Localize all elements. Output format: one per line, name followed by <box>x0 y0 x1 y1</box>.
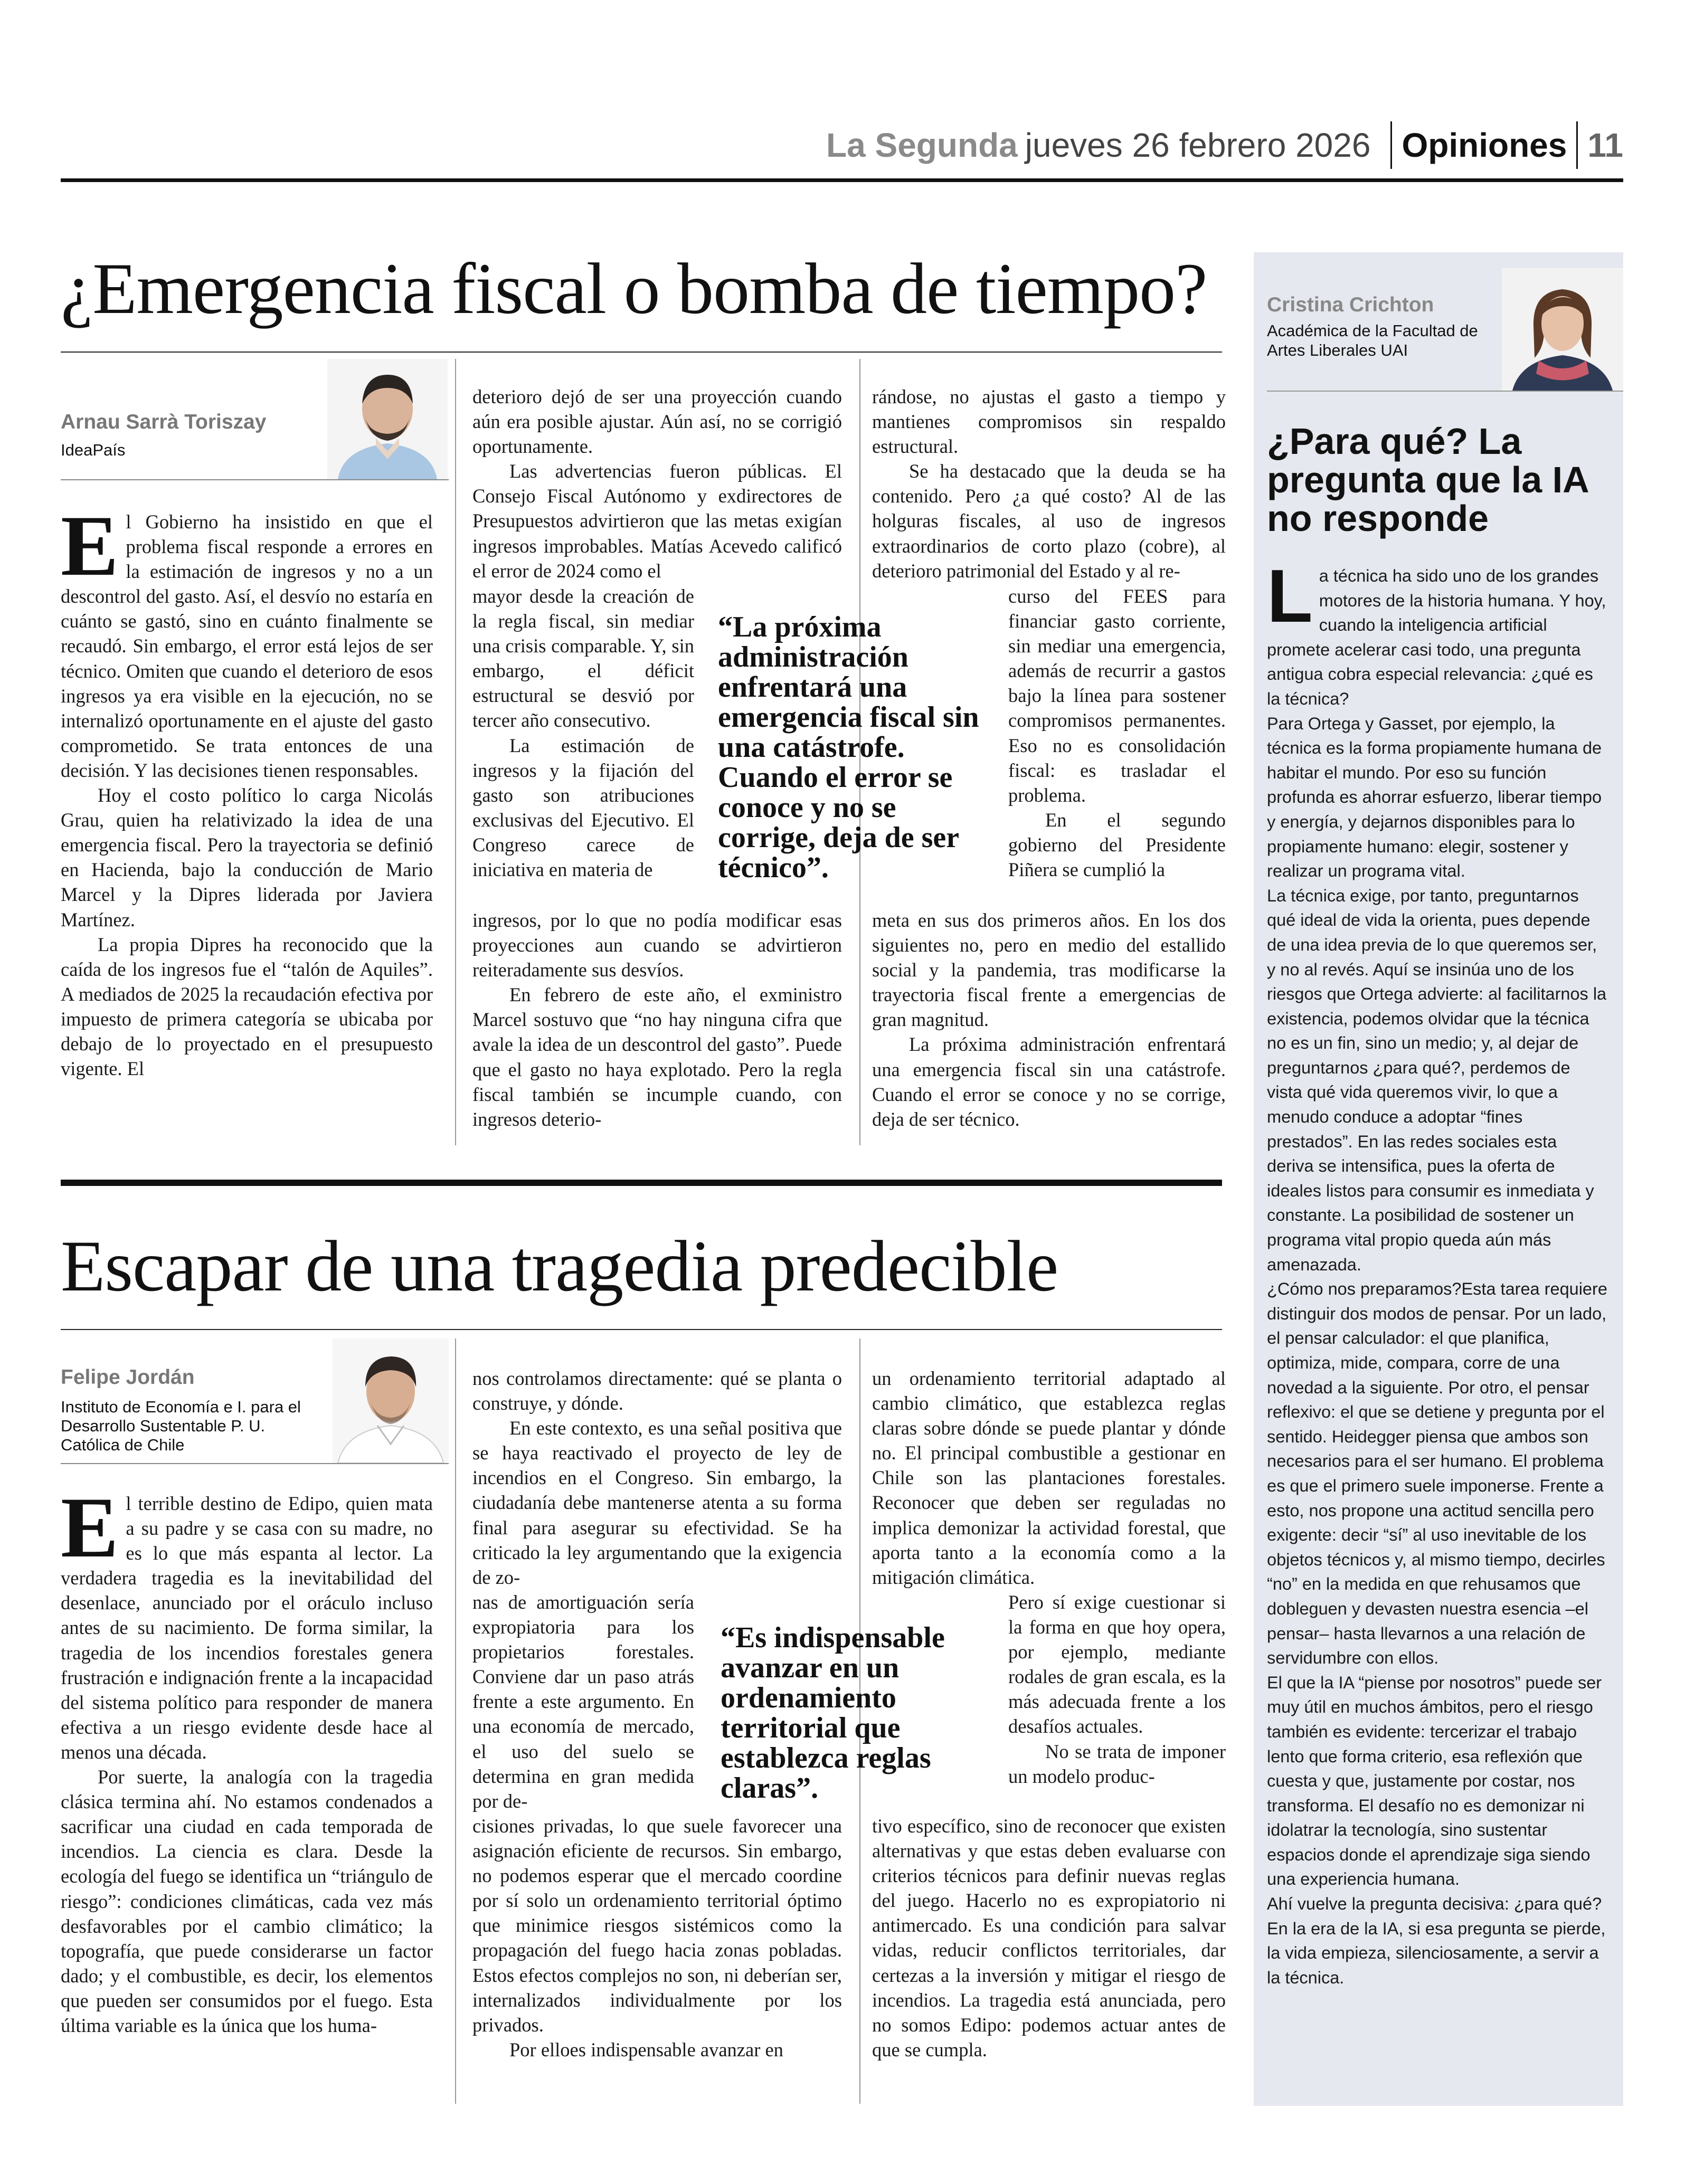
sidebar-headline: ¿Para qué? La pregunta que la IA no responde <box>1267 421 1588 539</box>
article2-column-2-wrap <box>472 1590 694 1813</box>
article1-pull-quote: “La próxima administración enfrentará una emergencia fiscal sin una catástrofe. Cuando el error se conoce y no se corrige, deja de ser técnico”. <box>718 611 979 884</box>
sidebar-body <box>1267 554 1607 1990</box>
article1-column-2-wrap <box>472 584 694 882</box>
issue-date: jueves 26 febrero 2026 <box>1025 126 1371 164</box>
paragraph: El Gobierno ha insistido en que el problema fiscal responde a errores en la estimación de ingresos y no a un descontrol del gasto. Así, el desvío no estaría en cuánto se gastó, sino en cuánto finalmente se recaudó. Sin embargo, el error está lejos de ser técnico. Omiten que cuando el deterioro de esos ingresos ya era visible en la ejecución, no se internalizó oportunamente en el ajuste del gasto comprometido. Se trata entonces de una decisión. Y las decisiones tienen responsables. <box>61 498 433 781</box>
paragraph: Ahí vuelve la pregunta decisiva: ¿para qué? En la era de la IA, si esa pregunta se pierde, la vida empieza, silenciosamente, a servir a la técnica. <box>1267 1894 1606 1987</box>
article2-author: Felipe Jordán <box>61 1366 195 1389</box>
article2-rule <box>61 1329 1222 1330</box>
article1-column-3-top <box>872 384 1226 583</box>
paragraph: En este contexto, es una señal positiva que se haya reactivado el proyecto de ley de incendios en el Congreso. Sin embargo, la ciudadanía debe mantenerse atenta a su forma final para asegurar su efectividad. Se ha criticado la ley argumentando que la exigencia de zo- <box>472 1417 842 1588</box>
paper-name: La Segunda <box>826 126 1018 164</box>
paragraph: rándose, no ajustas el gasto a tiempo y mantienes compromisos sin respaldo estructural. <box>872 386 1226 458</box>
sidebar-byline-rule <box>1267 391 1623 392</box>
paragraph: un ordenamiento territorial adaptado al cambio climático, que establezca reglas claras sobre dónde se puede plantar y dónde no. El principal combustible a gestionar en Chile son las plantaciones forestales. Reconocer que deben ser reguladas no implica demonizar la actividad forestal, que aporta tanto a la economía como a la mitigación climática. <box>872 1368 1226 1588</box>
column-divider <box>455 1338 456 2104</box>
paragraph: Pero sí exige cuestionar si la forma en que hoy opera, por ejemplo, mediante rodales de gran escala, es la más adecuada frente a los desafíos actuales. <box>1008 1591 1226 1737</box>
paragraph: ingresos, por lo que no podía modificar esas proyecciones aun cuando se advirtieron reiteradamente sus desvíos. <box>472 909 842 981</box>
paragraph: Hoy el costo político lo carga Nicolás Grau, quien ha relativizado la idea de una emergencia fiscal. Pero la trayectoria se definió en Hacienda, bajo la conducción de Mario Marcel y la Dipres liderada por Javiera Martínez. <box>61 784 433 930</box>
paragraph: La próxima administración enfrentará una emergencia fiscal sin una catástrofe. Cuando el error se conoce y no se corrige, deja de ser técnico. <box>872 1033 1226 1130</box>
article1-affiliation: IdeaPaís <box>61 441 126 459</box>
sidebar-author: Cristina Crichton <box>1267 293 1434 316</box>
paragraph: Para Ortega y Gasset, por ejemplo, la técnica es la forma propiamente humana de habitar el mundo. Por eso su función profunda es ahorrar esfuerzo, liberar tiempo y energía, y dejarnos disponibles para lo propiamente humano: elegir, sostener y realizar un programa vital. <box>1267 714 1602 881</box>
article2-column-2-top <box>472 1366 842 1590</box>
paragraph: nos controlamos directamente: qué se planta o construye, y dónde. <box>472 1368 842 1414</box>
masthead-separator <box>1576 121 1578 169</box>
sidebar-author-photo <box>1502 268 1623 391</box>
section-name: Opiniones <box>1402 126 1567 164</box>
paragraph: La estimación de ingresos y la fijación del gasto son atribuciones exclusivas del Ejecutivo. El Congreso carece de iniciativa en materia de <box>472 734 694 881</box>
paragraph: El que la IA “piense por nosotros” puede ser muy útil en muchos ámbitos, pero el riesgo también es evidente: tercerizar el trabajo lento que forma criterio, esa reflexión que cuesta y que, justamente por costar, nos transforma. El desafío no es demonizar ni idolatrar la tecnología, sino sustentar espacios donde el aprendizaje siga siendo una experiencia humana. <box>1267 1673 1602 1889</box>
article1-byline-rule <box>61 479 449 480</box>
article2-author-photo <box>333 1338 449 1463</box>
paragraph: mayor desde la creación de la regla fiscal, sin mediar una crisis comparable. Y, sin embargo, el déficit estructural se desvió por tercer año consecutivo. <box>472 585 694 732</box>
article2-column-3-bottom <box>872 1813 1226 2062</box>
paragraph: Por elloes indispensable avanzar en <box>509 2038 783 2060</box>
sidebar-affiliation: Académica de la Facultad de Artes Liberales UAI <box>1267 321 1478 359</box>
article2-column-1 <box>61 1480 433 2038</box>
article1-rule <box>61 352 1222 353</box>
paragraph: nas de amortiguación sería expropiatoria para los propietarios forestales. Conviene dar un paso atrás frente a este argumento. En una economía de mercado, el uso del suelo se determina en gran medida por de- <box>472 1591 694 1812</box>
paragraph: meta en sus dos primeros años. En los dos siguientes no, pero en medio del estallido social y la pandemia, tras modificarse la trayectoria fiscal frente a emergencias de gran magnitud. <box>872 909 1226 1031</box>
article1-column-1 <box>61 498 433 1081</box>
article2-headline: Escapar de una tragedia predecible <box>61 1226 1058 1306</box>
article2-byline-rule <box>61 1463 449 1464</box>
paragraph: La propia Dipres ha reconocido que la caída de los ingresos fue el “talón de Aquiles”. A mediados de 2025 la recaudación efectiva por impuesto de primera categoría se ubicaba por debajo de lo proyectado en el presupuesto vigente. El <box>61 933 433 1080</box>
opinion-sidebar <box>1254 252 1623 2106</box>
article1-author: Arnau Sarrà Toriszay <box>61 411 267 433</box>
article1-author-photo <box>327 359 448 479</box>
paragraph: En febrero de este año, el exministro Marcel sostuvo que “no hay ninguna cifra que avale la idea de un descontrol del gasto”. Puede que el gasto no haya explotado. Pero la regla fiscal también se incumple cuando, con ingresos deterio- <box>472 984 842 1130</box>
article1-column-2-bottom <box>472 908 842 1132</box>
masthead-separator <box>1390 121 1392 169</box>
paragraph: ¿Cómo nos preparamos?Esta tarea requiere distinguir dos modos de pensar. Por un lado, el pensar calculador: el que planifica, optimiza, mide, compara, corre de una novedad a la siguiente. Por otro, el pensar reflexivo: el que se detiene y pregunta por el sentido. Heidegger piensa que ambos son necesarios para el ser humano. El problema es que el primero suele imponerse. Frente a esto, nos propone una actitud sencilla pero exigente: decir “sí” al uso inevitable de los objetos técnicos y, al mismo tiempo, decirles “no” en la medida en que rehusamos que dobleguen y devasten nuestra esencia –el pensar– hasta llevarnos a una relación de servidumbre con ellos. <box>1267 1279 1607 1668</box>
article1-column-3-wrap <box>1008 584 1226 882</box>
article1-headline: ¿Emergencia fiscal o bomba de tiempo? <box>61 248 1207 329</box>
paragraph: curso del FEES para financiar gasto corriente, sin mediar una emergencia, además de recurrir a gastos bajo la línea para sostener compromisos permanentes. Eso no es consolidación fiscal: es trasladar el problema. <box>1008 585 1226 806</box>
masthead-rule <box>61 178 1623 182</box>
paragraph: deterioro dejó de ser una proyección cuando aún era posible ajustar. Aún así, no se corrigió oportunamente. <box>472 386 842 458</box>
paragraph: La técnica ha sido uno de los grandes motores de la historia humana. Y hoy, cuando la inteligencia artificial promete acelerar casi todo, una pregunta antigua cobra especial relevancia: ¿qué es la técnica? <box>1267 554 1606 708</box>
paragraph: La técnica exige, por tanto, preguntarnos qué ideal de vida la orienta, pues depende de una idea previa de lo que queremos ser, y no al revés. Aquí se insinúa uno de los riesgos que Ortega advierte: al facilitarnos la existencia, podemos olvidar que la técnica no es un fin, sino un medio; y, al dejar de preguntarnos ¿para qué?, perdemos de vista qué vida queremos vivir, lo que a menudo conduce a adoptar “fines prestados”. En las redes sociales esta deriva se intensifica, pues la oferta de ideales listos para consumir es inmediata y constante. La posibilidad de sostener un programa vital propio queda aún más amenazada. <box>1267 886 1607 1274</box>
article2-pull-quote: “Es indispensable avanzar en un ordenamiento territorial que establezca reglas claras”. <box>721 1621 945 1805</box>
paragraph: Por suerte, la analogía con la tragedia clásica termina ahí. No estamos condenados a sacrificar una ciudad en cada temporada de incendios. La ciencia es clara. Desde la ecología del fuego se identifica un “triángulo de riesgo”: condiciones climáticas, cada vez más desfavorables por el cambio climático; la topografía, que puede considerarse un factor dado; y el combustible, es decir, los elementos que pueden ser consumidos por el fuego. Esta última variable es la única que los huma- <box>61 1766 433 2036</box>
masthead <box>61 113 1623 182</box>
article2-affiliation: Instituto de Economía e I. para el Desarrollo Sustentable P. U. Católica de Chile <box>61 1398 301 1454</box>
article1-column-3-bottom <box>872 908 1226 1132</box>
paragraph: tivo específico, sino de reconocer que existen alternativas y que estas deben evaluarse con criterios técnicos para definir nuevas reglas del juego. Hacerlo no es expropiatorio ni antimercado. Es una condición para salvar vidas, reducir conflictos territoriales, dar certezas a la inversión y mitigar el riesgo de incendios. La tragedia está anunciada, pero no somos Edipo: podemos actuar antes de que se cumpla. <box>872 1815 1226 2060</box>
article2-column-3-wrap <box>1008 1590 1226 1789</box>
article2-column-2-bottom <box>472 1813 842 2062</box>
paragraph: cisiones privadas, lo que suele favorecer una asignación eficiente de recursos. Sin embargo, no podemos esperar que el mercado coordine por sí solo un ordenamiento territorial óptimo que minimice riesgos sistémicos como la propagación del fuego hacia zonas pobladas. Estos efectos complejos no son, ni deberían ser, internalizados individualmente por los privados. <box>472 1815 842 2036</box>
paragraph: Las advertencias fueron públicas. El Consejo Fiscal Autónomo y exdirectores de Presupuestos advirtieron que las metas exigían ingresos improbables. Matías Acevedo calificó el error de 2024 como el <box>472 460 842 582</box>
paragraph: No se trata de imponer un modelo produc- <box>1008 1740 1226 1787</box>
column-divider <box>455 359 456 1145</box>
paragraph: Se ha destacado que la deuda se ha contenido. Pero ¿a qué costo? Al de las holguras fiscales, al uso de ingresos extraordinarios de corto plazo (cobre), al deterioro patrimonial del Estado y al re- <box>872 460 1226 582</box>
article-separator <box>61 1180 1222 1186</box>
article1-column-2-top <box>472 384 842 583</box>
page-number: 11 <box>1587 126 1623 164</box>
paragraph: El terrible destino de Edipo, quien mata a su padre y se casa con su madre, no es lo que más espanta al lector. La verdadera tragedia es la inevitabilidad del desenlace, anunciado por el oráculo incluso antes de su nacimiento. De forma similar, la tragedia de los incendios forestales genera frustración e indignación frente a la incapacidad del sistema político para responder de manera efectiva a un riesgo evidente desde hace al menos una década. <box>61 1480 433 1763</box>
article2-column-3-top <box>872 1366 1226 1590</box>
paragraph: En el segundo gobierno del Presidente Piñera se cumplió la <box>1008 809 1226 881</box>
